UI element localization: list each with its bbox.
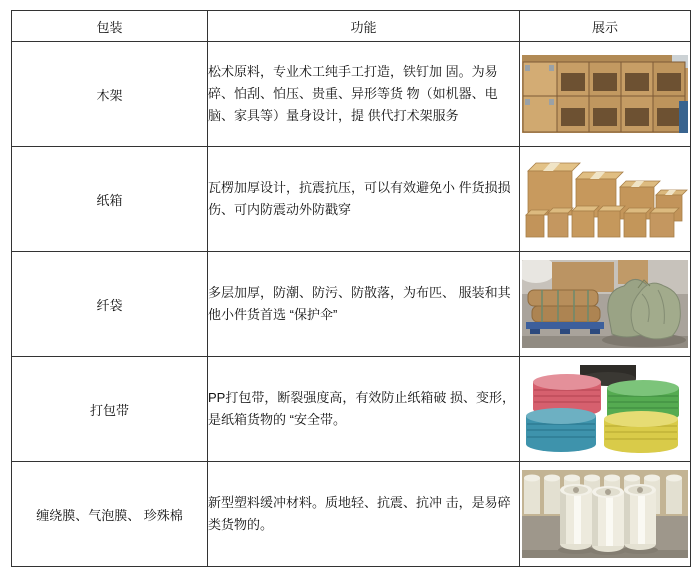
function-description: PP打包带，断裂强度高，有效防止纸箱破 损、变形，是纸箱货物的 “安全带。 [208, 357, 520, 462]
function-description: 瓦楞加厚设计，抗震抗压，可以有效避免小 件货损损伤、可内防震动外防戳穿 [208, 147, 520, 252]
cardboard-boxes-photo [520, 155, 690, 243]
header-function: 功能 [208, 11, 520, 42]
table-row [12, 252, 691, 357]
table-row [12, 462, 691, 567]
table-row [12, 147, 691, 252]
header-row [12, 11, 691, 42]
header-packaging: 包装 [12, 11, 208, 42]
strapping-rolls-photo [520, 365, 690, 453]
wooden-crates-photo [520, 55, 690, 133]
packaging-name: 缠绕膜、气泡膜、 珍殊棉 [12, 462, 208, 567]
table-row [12, 42, 691, 147]
photo-cell [520, 357, 691, 462]
photo-cell [520, 462, 691, 567]
function-description: 新型塑料缓冲材料。质地轻、抗震、抗冲 击，是易碎类货物的。 [208, 462, 520, 567]
packaging-name: 打包带 [12, 357, 208, 462]
packaging-name: 木架 [12, 42, 208, 147]
woven-bags-photo [520, 260, 690, 348]
packaging-table [11, 10, 691, 567]
photo-cell [520, 252, 691, 357]
function-description: 松术原料，专业术工纯手工打造，铁钉加 固。为易碎、怕刮、怕压、贵重、异形等货 物（如机器、电脑、家具等）量身设计，提 供代打术架服务 [208, 42, 520, 147]
packaging-name: 纸箱 [12, 147, 208, 252]
packaging-name: 纤袋 [12, 252, 208, 357]
photo-cell [520, 147, 691, 252]
header-display: 展示 [520, 11, 691, 42]
film-rolls-photo [520, 470, 690, 558]
photo-cell [520, 42, 691, 147]
function-description: 多层加厚，防潮、防污、防散落，为布匹、 服装和其他小件货首选 “保护伞” [208, 252, 520, 357]
table-row [12, 357, 691, 462]
